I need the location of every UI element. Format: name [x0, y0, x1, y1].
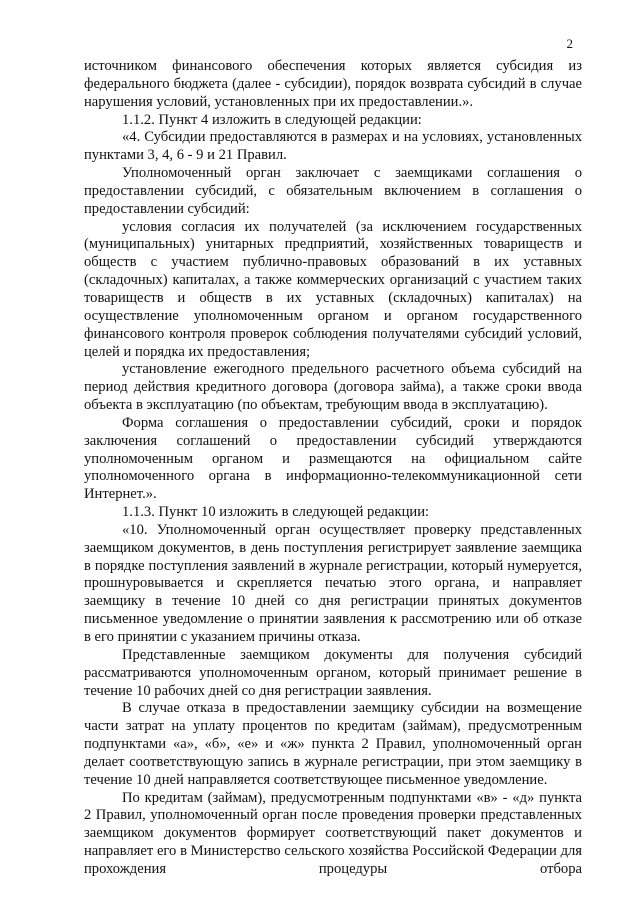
paragraph-item-1-1-2: 1.1.2. Пункт 4 изложить в следующей редакции: [122, 111, 422, 128]
paragraph-annual-limit: установление ежегодного предельного расчетного объема субсидий на период действия кредитного договора (договора займа), а также сроки ввода объекта в эксплуатацию (по объектам, требующим ввода в эксплуатацию). [84, 361, 582, 414]
paragraph-clause-10: «10. Уполномоченный орган осуществляет проверку представленных заемщиком документов, в день поступления регистрирует заявление заемщика в порядке поступления заявлений в журнале регистрации, который нумеруется, прошнуровывается и скрепляется печатью этого органа, и направляет заемщику в течение 10 дней со дня регистрации принятых документов письменное уведомление о принятии заявления к рассмотрению или об отказе в его принятии с указанием причины отказа. [84, 521, 582, 645]
paragraph-agreement-form: Форма соглашения о предоставлении субсидий, сроки и порядок заключения соглашений о предоставлении субсидий утверждаются уполномоченным органом и размещаются на официальном сайте уполномоченного органа в информационно-телекоммуникационной сети Интернет.». [84, 414, 582, 503]
paragraph-item-1-1-3: 1.1.3. Пункт 10 изложить в следующей редакции: [122, 504, 430, 521]
paragraph-consent-conditions: условия согласия их получателей (за исключением государственных (муниципальных) унитарных предприятий, хозяйственных товариществ и обществ с участием публично-правовых образований в их уставных (складочных) капиталах, а также коммерческих организаций с участием таких товариществ и обществ в их уставных (складочных) капиталах) на осуществление уполномоченным органом и органом государственного финансового контроля проверок соблюдения получателями субсидий условий, целей и порядка их предоставления; [84, 218, 582, 360]
paragraph-continuation: источником финансового обеспечения которых является субсидия из федерального бюджета (далее - субсидии), порядок возврата субсидий в случае нарушения условий, установленных при их предоставлении.». [84, 58, 582, 110]
paragraph-loans: По кредитам (займам), предусмотренным подпунктами «в» - «д» пункта 2 Правил, уполномоченный орган после проведения проверки представленных заемщиком документов формирует соответствующий пакет документов и направляет его в Министерство сельского хозяйства Российской Федерации для прохождения процедуры отбора [84, 789, 582, 877]
paragraph-clause-4: «4. Субсидии предоставляются в размерах и на условиях, установленных пунктами 3, 4, 6 - 9 и 21 Правил. [84, 129, 582, 164]
paragraph-agreement: Уполномоченный орган заключает с заемщиками соглашения о предоставлении субсидий, с обязательным включением в соглашения о предоставлении субсидий: [84, 165, 582, 217]
document-body [84, 58, 582, 879]
paragraph-review: Представленные заемщиком документы для получения субсидий рассматриваются уполномоченным органом, который принимает решение в течение 10 рабочих дней со дня регистрации заявления. [84, 646, 582, 699]
paragraph-refusal: В случае отказа в предоставлении заемщику субсидии на возмещение части затрат на уплату процентов по кредитам (займам), предусмотренным подпунктами «а», «б», «е» и «ж» пункта 2 Правил, уполномоченный орган делает соответствующую запись в журнале регистрации, при этом заемщику в течение 10 дней направляется соответствующее письменное уведомление. [84, 700, 582, 788]
page-number: 2 [566, 36, 573, 51]
